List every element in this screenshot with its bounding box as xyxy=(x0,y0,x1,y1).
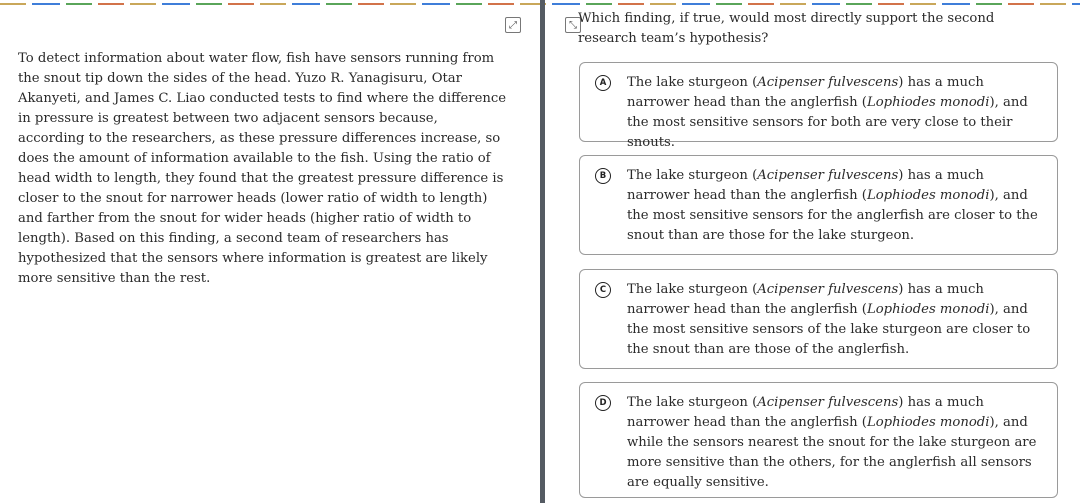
choice-letter-a: A xyxy=(595,75,611,91)
collapse-icon[interactable]: ⤡ xyxy=(565,17,581,33)
choice-text-a: The lake sturgeon (Acipenser fulvescens) has a much narrower head than the anglerfish (Lophiodes monodi), and the most sensitive sensors for both are very close to their snouts. xyxy=(627,75,1028,150)
answer-choice-c[interactable] xyxy=(579,269,1058,369)
answer-choice-a[interactable] xyxy=(579,62,1058,150)
choice-letter-b: B xyxy=(595,168,611,184)
expand-icon[interactable]: ⤢ xyxy=(505,17,521,33)
choice-letter-c: C xyxy=(595,282,611,298)
choice-letter-d: D xyxy=(595,395,611,411)
question-pane xyxy=(545,0,1080,503)
choice-text-b: The lake sturgeon (Acipenser fulvescens) has a much narrower head than the anglerfish (Lophiodes monodi), and the most sensitive sensors for the anglerfish are closer to the snout than are those for the lake sturgeon. xyxy=(627,168,1038,243)
question-text: Which finding, if true, would most directly support the second research team’s hypothesis? xyxy=(578,11,995,46)
choice-text-c: The lake sturgeon (Acipenser fulvescens) has a much narrower head than the anglerfish (Lophiodes monodi), and the most sensitive sensors of the lake sturgeon are closer to the snout than are those of the anglerfish. xyxy=(627,282,1031,357)
answer-choice-b[interactable] xyxy=(579,155,1058,255)
choice-text-d: The lake sturgeon (Acipenser fulvescens) has a much narrower head than the anglerfish (Lophiodes monodi), and while the sensors nearest the snout for the lake sturgeon are more sensitive than the others, for the anglerfish all sensors are equally sensitive. xyxy=(627,395,1037,490)
passage-text: To detect information about water flow, fish have sensors running from the snout tip down the sides of the head. Yuzo R. Yanagisuru, Otar Akanyeti, and James C. Liao conducted tests to find where the difference in pressure is greatest between two adjacent sensors because, according to the researchers, as these pressure differences increase, so does the amount of information available to the fish. Using the ratio of head width to length, they found that the greatest pressure difference is closer to the snout for narrower heads (lower ratio of width to length) and farther from the snout for wider heads (higher ratio of width to length). Based on this finding, a second team of researchers has hypothesized that the sensors where information is greatest are likely more sensitive than the rest. xyxy=(18,51,507,286)
answer-choice-d[interactable] xyxy=(579,382,1058,498)
